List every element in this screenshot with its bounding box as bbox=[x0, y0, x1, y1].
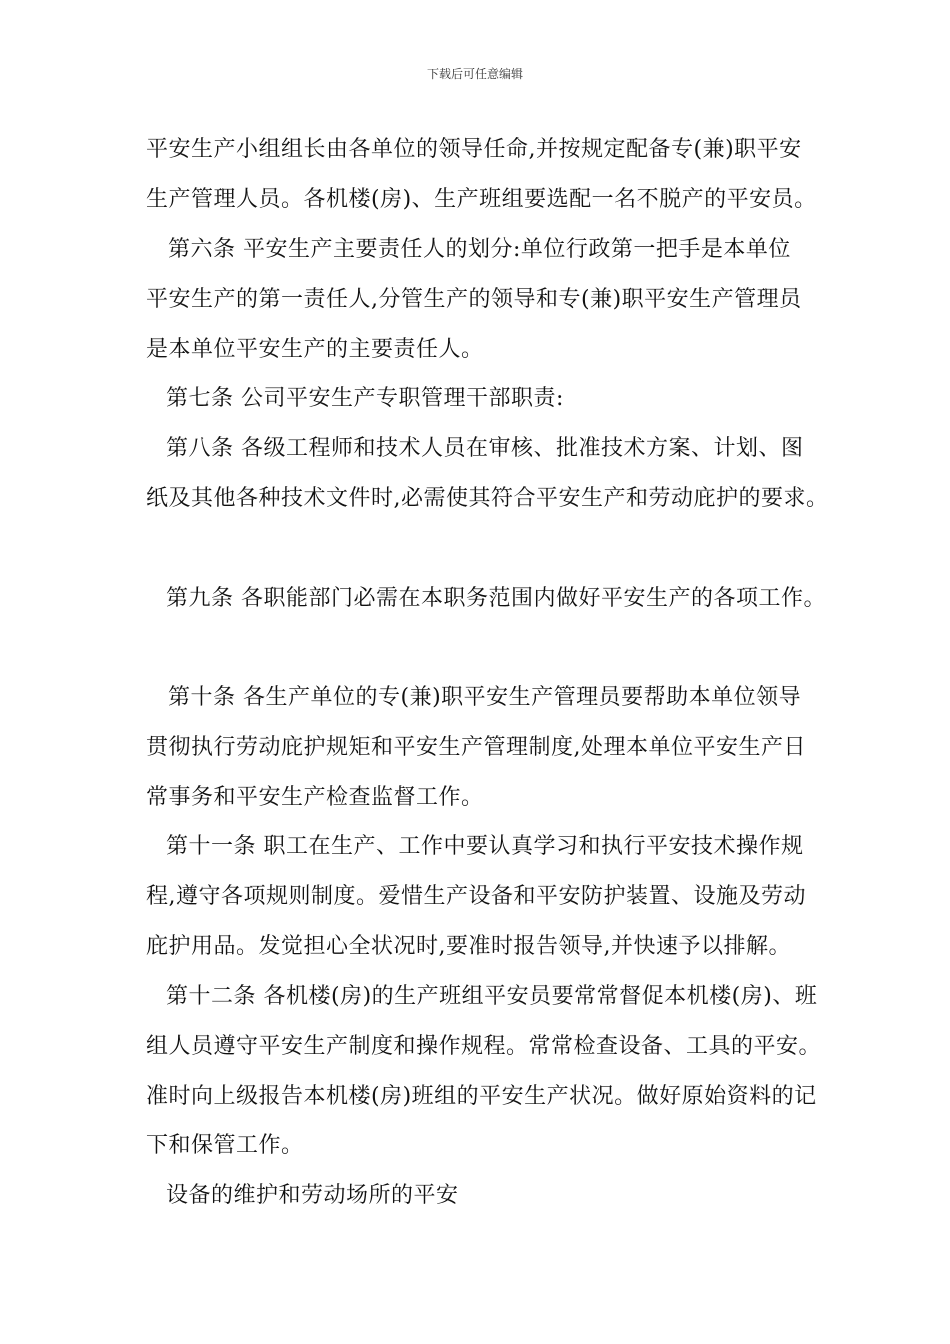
article-10-line: 常事务和平安生产检查监督工作。 bbox=[146, 785, 484, 810]
article-12-line: 第十二条 各机楼(房)的生产班组平安员要常常督促本机楼(房)、班 bbox=[166, 984, 818, 1009]
article-7-line: 第七条 公司平安生产专职管理干部职责: bbox=[166, 386, 564, 411]
article-12-line: 准时向上级报告本机楼(房)班组的平安生产状况。做好原始资料的记 bbox=[146, 1084, 817, 1109]
article-9-line: 第九条 各职能部门必需在本职务范围内做好平安生产的各项工作。 bbox=[166, 586, 826, 611]
article-11-line: 第十一条 职工在生产、工作中要认真学习和执行平安技术操作规 bbox=[166, 834, 804, 859]
article-10-line: 贯彻执行劳动庇护规矩和平安生产管理制度,处理本单位平安生产日 bbox=[146, 735, 806, 760]
article-8-line: 第八条 各级工程师和技术人员在审核、批准技术方案、计划、图 bbox=[166, 436, 804, 461]
article-12-line: 组人员遵守平安生产制度和操作规程。常常检查设备、工具的平安。 bbox=[146, 1034, 822, 1059]
article-12-line: 下和保管工作。 bbox=[146, 1133, 304, 1158]
article-6-line: 平安生产的第一责任人,分管生产的领导和专(兼)职平安生产管理员 bbox=[146, 287, 802, 312]
article-11-line: 程,遵守各项规则制度。爱惜生产设备和平安防护装置、设施及劳动 bbox=[146, 884, 806, 909]
article-8-line: 纸及其他各种技术文件时,必需使其符合平安生产和劳动庇护的要求。 bbox=[146, 486, 829, 511]
section-heading: 设备的维护和劳动场所的平安 bbox=[166, 1183, 459, 1208]
article-10-line: 第十条 各生产单位的专(兼)职平安生产管理员要帮助本单位领导 bbox=[168, 685, 802, 710]
article-6-line: 是本单位平安生产的主要责任人。 bbox=[146, 337, 484, 362]
article-6-line: 第六条 平安生产主要责任人的划分:单位行政第一把手是本单位 bbox=[168, 237, 791, 262]
article-11-line: 庇护用品。发觉担心全状况时,要准时报告领导,并快速予以排解。 bbox=[146, 934, 791, 959]
page-header: 下载后可任意编辑 bbox=[426, 67, 523, 81]
paragraph-line: 平安生产小组组长由各单位的领导任命,并按规定配备专(兼)职平安 bbox=[146, 137, 802, 162]
paragraph-line: 生产管理人员。各机楼(房)、生产班组要选配一名不脱产的平安员。 bbox=[146, 187, 817, 212]
